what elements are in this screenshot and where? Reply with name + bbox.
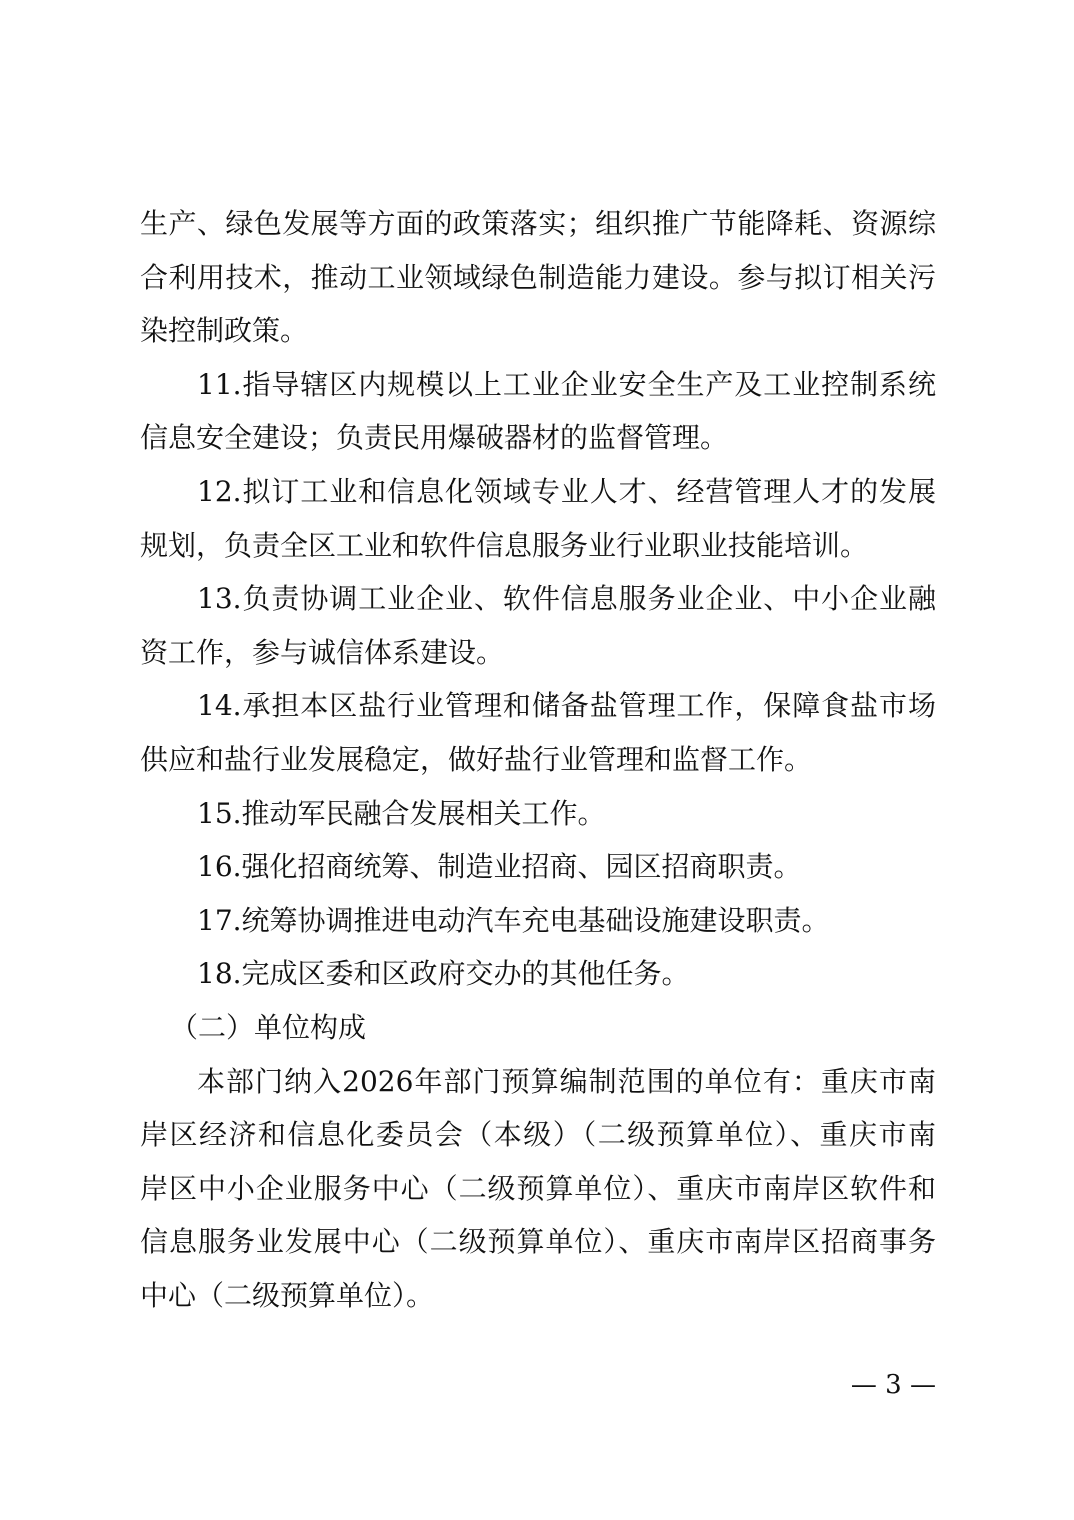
page-number: — 3 — xyxy=(850,1370,936,1400)
text-line: 17.统筹协调推进电动汽车充电基础设施建设职责。 xyxy=(197,903,830,937)
text-line: （二）单位构成 xyxy=(170,1010,367,1044)
text-line: 信息服务业发展中心（二级预算单位）、重庆市南岸区招商事务 xyxy=(140,1225,936,1259)
text-line: 中心（二级预算单位）。 xyxy=(140,1278,435,1312)
text-line: 染控制政策。 xyxy=(140,314,309,348)
text-line: 11.指导辖区内规模以上工业企业安全生产及工业控制系统 xyxy=(197,367,936,401)
text-line: 供应和盐行业发展稳定，做好盐行业管理和监督工作。 xyxy=(140,742,813,776)
text-line: 15.推动军民融合发展相关工作。 xyxy=(197,796,606,830)
text-line: 13.负责协调工业企业、软件信息服务业企业、中小企业融 xyxy=(197,582,936,616)
text-line: 16.强化招商统筹、制造业招商、园区招商职责。 xyxy=(197,850,802,884)
text-line: 18.完成区委和区政府交办的其他任务。 xyxy=(197,957,690,991)
text-line: 规划，负责全区工业和软件信息服务业行业职业技能培训。 xyxy=(140,528,869,562)
text-line: 生产、绿色发展等方面的政策落实；组织推广节能降耗、资源综 xyxy=(140,207,936,240)
text-line: 合利用技术，推动工业领域绿色制造能力建设。参与拟订相关污 xyxy=(140,260,936,294)
text-line: 14.承担本区盐行业管理和储备盐管理工作，保障食盐市场 xyxy=(197,689,936,723)
text-line: 岸区经济和信息化委员会（本级）（二级预算单位）、重庆市南 xyxy=(140,1118,936,1152)
text-line: 本部门纳入2026年部门预算编制范围的单位有：重庆市南 xyxy=(197,1064,936,1098)
text-line: 岸区中小企业服务中心（二级预算单位）、重庆市南岸区软件和 xyxy=(140,1171,936,1205)
text-line: 资工作，参与诚信体系建设。 xyxy=(140,635,505,669)
text-line: 信息安全建设；负责民用爆破器材的监督管理。 xyxy=(140,421,729,455)
text-line: 12.拟订工业和信息化领域专业人才、经营管理人才的发展 xyxy=(197,474,936,508)
document-body xyxy=(140,197,936,1322)
